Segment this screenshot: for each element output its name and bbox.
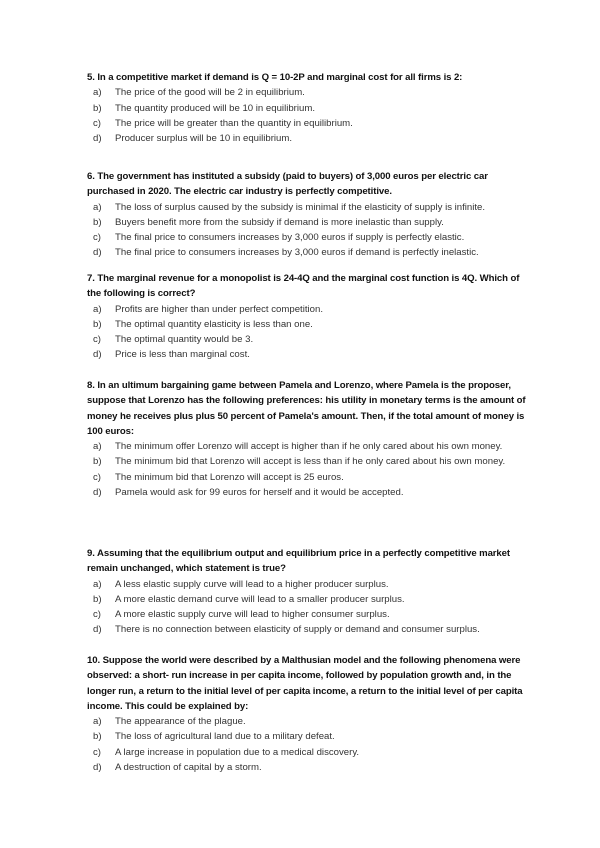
answer-option (93, 622, 532, 637)
answer-option (93, 439, 532, 454)
option-letter: d) (93, 624, 102, 636)
question-text: 6. The government has instituted a subsidy (paid to buyers) of 3,000 euros per electric car purchased in 2020. The electric car industry is perfectly competitive. (87, 171, 488, 198)
option-text: The loss of surplus caused by the subsidy is minimal if the elasticity of supply is infinite. (115, 201, 486, 213)
option-letter: b) (93, 456, 102, 468)
question-text: 8. In an ultimum bargaining game between Pamela and Lorenzo, where Pamela is the proposer, suppose that Lorenzo has the following preferences: his utility in monetary terms is the amount of money he receives plus plus 50 percent of Pamela's amount. Then, if the total amount of money is 100 euros: (87, 380, 526, 437)
option-letter: d) (93, 247, 102, 259)
option-letter: a) (93, 578, 102, 590)
option-letter: d) (93, 133, 102, 145)
answer-option (93, 101, 532, 116)
option-letter: b) (93, 216, 102, 228)
question-text: 10. Suppose the world were described by a Malthusian model and the following phenomena were observed: a short- run increase in per capita income, followed by population growth and, in the longer run, a return to the initial level of per capita income, a return to the initial level of per capita income. This could be explained by: (87, 655, 523, 712)
option-text: A more elastic supply curve will lead to higher consumer surplus. (115, 609, 390, 621)
option-letter: b) (93, 593, 102, 605)
option-letter: c) (93, 232, 101, 244)
option-letter: b) (93, 318, 102, 330)
answer-option (93, 230, 532, 245)
question-8 (87, 378, 532, 500)
question-text: 9. Assuming that the equilibrium output and equilibrium price in a perfectly competitive market remain unchanged, which statement is true? (87, 548, 511, 575)
option-text: Profits are higher than under perfect competition. (115, 303, 323, 315)
option-letter: c) (93, 609, 101, 621)
question-7 (87, 271, 532, 363)
answer-option (93, 317, 532, 332)
option-text: The minimum bid that Lorenzo will accept is 25 euros. (115, 471, 344, 483)
option-text: Pamela would ask for 99 euros for herself and it would be accepted. (115, 487, 404, 499)
option-text: A more elastic demand curve will lead to a smaller producer surplus. (115, 593, 405, 605)
answer-option (93, 760, 532, 775)
option-text: The minimum bid that Lorenzo will accept is less than if he only cared about his own money. (115, 456, 506, 468)
answer-option (93, 347, 532, 362)
answer-option (93, 485, 532, 500)
option-text: Buyers benefit more from the subsidy if demand is more inelastic than supply. (115, 216, 444, 228)
option-letter: a) (93, 201, 102, 213)
option-text: The quantity produced will be 10 in equilibrium. (115, 102, 315, 114)
option-text: A large increase in population due to a medical discovery. (115, 746, 360, 758)
option-text: The loss of agricultural land due to a military defeat. (115, 731, 335, 743)
option-letter: a) (93, 303, 102, 315)
question-9 (87, 546, 532, 638)
answer-option (93, 215, 532, 230)
option-text: There is no connection between elasticity of supply or demand and consumer surplus. (115, 624, 480, 636)
answer-option (93, 577, 532, 592)
answer-option (93, 245, 532, 260)
option-letter: a) (93, 716, 102, 728)
answer-option (93, 332, 532, 347)
answer-option (93, 131, 532, 146)
option-letter: d) (93, 487, 102, 499)
option-letter: d) (93, 349, 102, 361)
option-text: Price is less than marginal cost. (115, 349, 250, 361)
option-letter: b) (93, 731, 102, 743)
question-6 (87, 169, 532, 261)
answer-option (93, 302, 532, 317)
answer-option (93, 745, 532, 760)
answer-option (93, 729, 532, 744)
question-5 (87, 70, 532, 146)
question-text: 7. The marginal revenue for a monopolist is 24-4Q and the marginal cost function is 4Q. Which of the following is correct? (87, 273, 520, 300)
option-letter: c) (93, 334, 101, 346)
answer-option (93, 454, 532, 469)
option-text: The minimum offer Lorenzo will accept is higher than if he only cared about his own money. (115, 441, 503, 453)
option-text: The final price to consumers increases by 3,000 euros if supply is perfectly elastic. (115, 232, 465, 244)
answer-option (93, 714, 532, 729)
answer-option (93, 116, 532, 131)
option-text: A destruction of capital by a storm. (115, 762, 262, 774)
option-text: The price will be greater than the quantity in equilibrium. (115, 117, 353, 129)
option-letter: b) (93, 102, 102, 114)
answer-option (93, 470, 532, 485)
answer-option (93, 85, 532, 100)
option-text: A less elastic supply curve will lead to a higher producer surplus. (115, 578, 389, 590)
option-text: Producer surplus will be 10 in equilibrium. (115, 133, 293, 145)
option-text: The optimal quantity elasticity is less than one. (115, 318, 313, 330)
option-text: The final price to consumers increases by 3,000 euros if demand is perfectly inelastic. (115, 247, 479, 259)
answer-option (93, 592, 532, 607)
option-letter: a) (93, 87, 102, 99)
question-text: 5. In a competitive market if demand is Q = 10-2P and marginal cost for all firms is 2: (87, 72, 463, 83)
option-letter: c) (93, 117, 101, 129)
option-letter: a) (93, 441, 102, 453)
option-letter: d) (93, 762, 102, 774)
answer-option (93, 607, 532, 622)
option-letter: c) (93, 746, 101, 758)
answer-option (93, 200, 532, 215)
question-10 (87, 653, 532, 775)
option-text: The price of the good will be 2 in equilibrium. (115, 87, 305, 99)
option-text: The optimal quantity would be 3. (115, 334, 254, 346)
option-text: The appearance of the plague. (115, 716, 246, 728)
option-letter: c) (93, 471, 101, 483)
